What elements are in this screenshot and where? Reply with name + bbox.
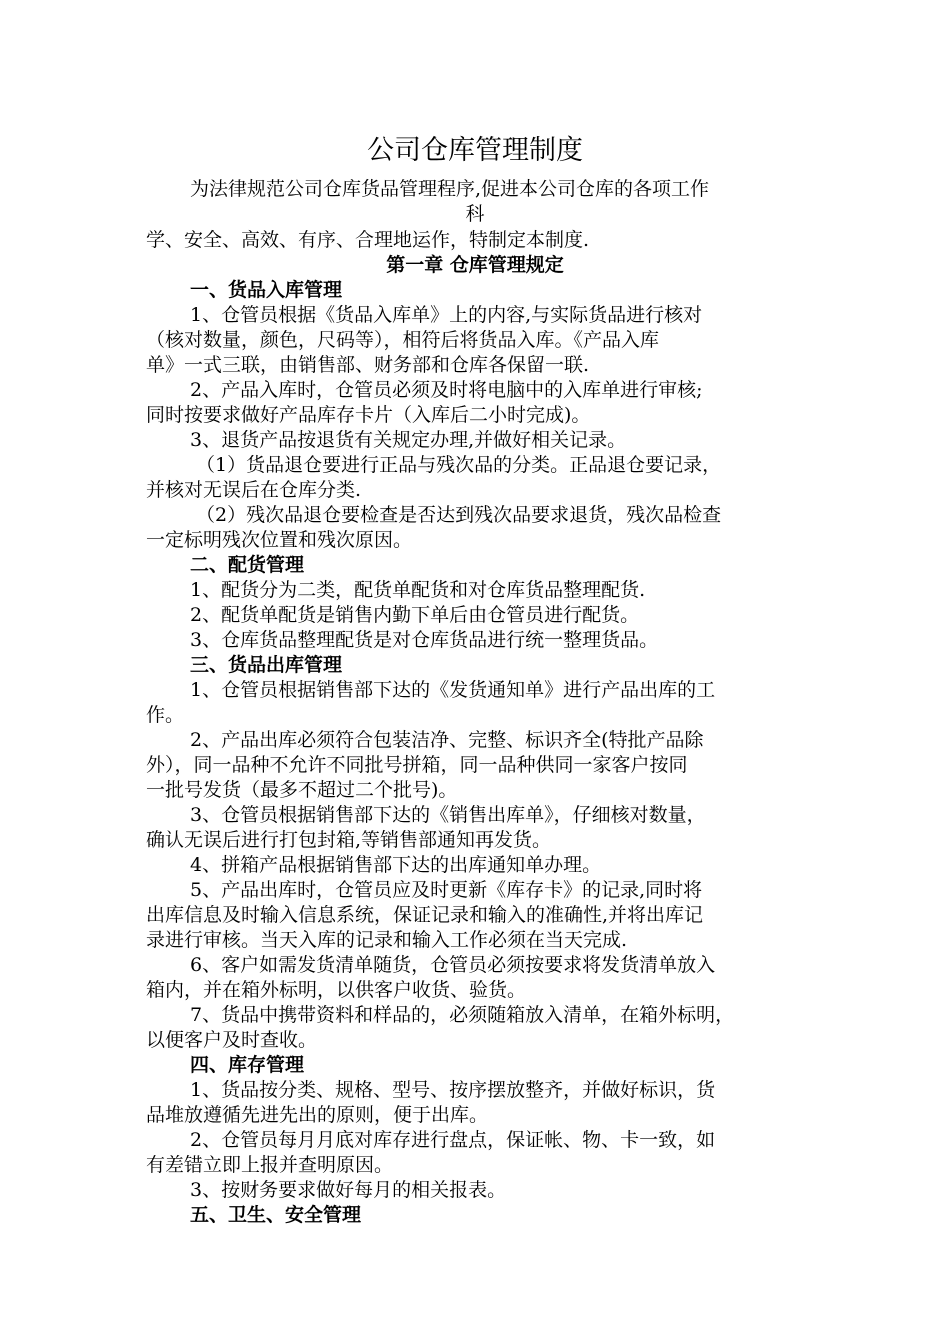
chapter-heading: 第一章 仓库管理规定 <box>386 254 564 276</box>
body-line: 箱内，并在箱外标明，以供客户收货、验货。 <box>146 979 527 1001</box>
body-line: 5、产品出库时，仓管员应及时更新《库存卡》的记录,同时将 <box>190 879 703 901</box>
body-line: 2、配货单配货是销售内勤下单后由仓管员进行配货。 <box>190 604 640 626</box>
body-line: 7、货品中携带资料和样品的，必须随箱放入清单，在箱外标明， <box>190 1004 735 1026</box>
body-line: 有差错立即上报并查明原因。 <box>146 1154 394 1176</box>
body-line: 1、配货分为二类，配货单配货和对仓库货品整理配货. <box>190 579 646 601</box>
body-line: 作。 <box>146 704 185 726</box>
body-line: 出库信息及时输入信息系统，保证记录和输入的准确性,并将出库记 <box>146 904 704 926</box>
body-line: 单》一式三联，由销售部、财务部和仓库各保留一联. <box>146 354 590 376</box>
section-heading: 三、货品出库管理 <box>190 654 343 676</box>
intro-line: 为法律规范公司仓库货品管理程序,促进本公司仓库的各项工作 <box>190 178 710 200</box>
body-line: 3、退货产品按退货有关规定办理,并做好相关记录。 <box>190 429 627 451</box>
section-heading: 一、货品入库管理 <box>190 279 343 301</box>
body-line: 3、仓管员根据销售部下达的《销售出库单》，仔细核对数量， <box>190 804 706 826</box>
section-heading: 五、卫生、安全管理 <box>190 1204 362 1226</box>
section-heading: 四、库存管理 <box>190 1054 305 1076</box>
body-line: 以便客户及时查收。 <box>146 1029 318 1051</box>
body-line: 2、产品入库时，仓管员必须及时将电脑中的入库单进行审核; <box>190 379 703 401</box>
body-line: 6、客户如需发货清单随货，仓管员必须按要求将发货清单放入 <box>190 954 716 976</box>
body-line: 一定标明残次位置和残次原因。 <box>146 529 413 551</box>
body-line: 1、货品按分类、规格、型号、按序摆放整齐，并做好标识，货 <box>190 1079 716 1101</box>
body-line: （1）货品退仓要进行正品与残次品的分类。正品退仓要记录， <box>196 454 722 476</box>
body-line: 3、仓库货品整理配货是对仓库货品进行统一整理货品。 <box>190 629 659 651</box>
body-line: 3、按财务要求做好每月的相关报表。 <box>190 1179 507 1201</box>
section-heading: 二、配货管理 <box>190 554 305 576</box>
body-line: （2）残次品退仓要检查是否达到残次品要求退货，残次品检查 <box>196 504 722 526</box>
body-line: 品堆放遵循先进先出的原则，便于出库。 <box>146 1104 489 1126</box>
body-line: 同时按要求做好产品库存卡片（入库后二小时完成)。 <box>146 404 591 426</box>
document-title: 公司仓库管理制度 <box>367 135 583 166</box>
body-line: 外），同一品种不允许不同批号拼箱，同一品种供同一家客户按同 <box>146 754 688 776</box>
body-line: 2、仓管员每月月底对库存进行盘点，保证帐、物、卡一致，如 <box>190 1129 716 1151</box>
intro-line: 学、安全、高效、有序、合理地运作，特制定本制度. <box>146 229 590 251</box>
body-line: 一批号发货（最多不超过二个批号)。 <box>146 779 458 801</box>
body-line: 确认无误后进行打包封箱,等销售部通知再发货。 <box>146 829 552 851</box>
body-line: 4、拼箱产品根据销售部下达的出库通知单办理。 <box>190 854 602 876</box>
body-line: 并核对无误后在仓库分类. <box>146 479 362 501</box>
body-line: 2、产品出库必须符合包装洁净、完整、标识齐全(特批产品除 <box>190 729 704 751</box>
body-line: 录进行审核。当天入库的记录和输入工作必须在当天完成. <box>146 929 628 951</box>
body-line: 1、仓管员根据销售部下达的《发货通知单》进行产品出库的工 <box>190 679 716 701</box>
body-line: （核对数量，颜色，尺码等），相符后将货品入库。《产品入库 <box>146 329 660 351</box>
body-line: 1、仓管员根据《货品入库单》上的内容,与实际货品进行核对 <box>190 304 703 326</box>
intro-line: 科 <box>465 203 485 225</box>
